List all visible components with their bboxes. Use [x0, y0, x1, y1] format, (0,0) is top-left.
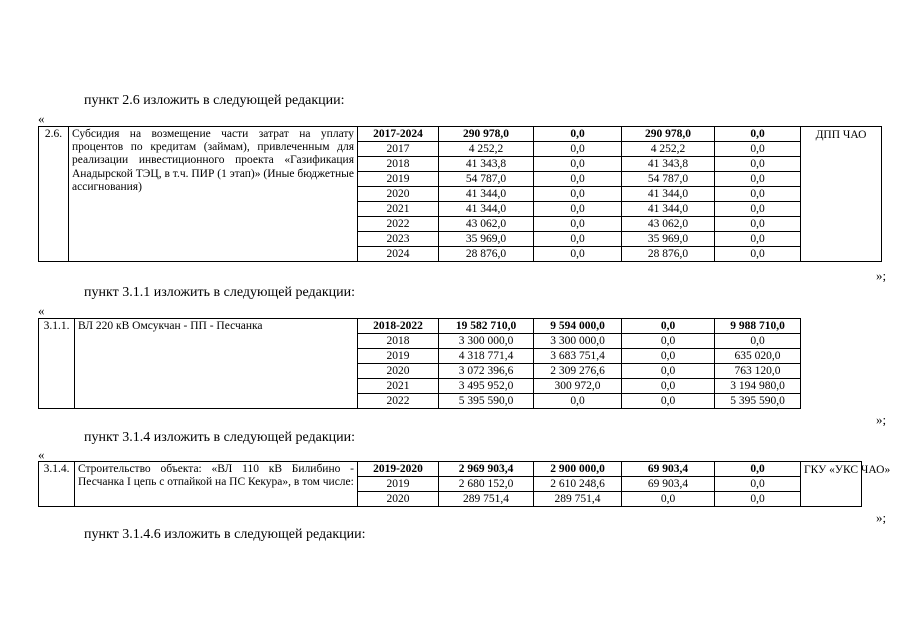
amount-cell: 300 972,0 [534, 379, 622, 394]
period-cell: 2018-2022 [358, 319, 439, 334]
table-row-total [39, 462, 862, 477]
amount-cell: 0,0 [622, 364, 715, 379]
amount-cell: 0,0 [622, 319, 715, 334]
period-cell: 2020 [358, 492, 439, 507]
amount-cell: 3 683 751,4 [534, 349, 622, 364]
amount-cell: 0,0 [622, 334, 715, 349]
amount-cell: 0,0 [715, 142, 801, 157]
amount-cell: 35 969,0 [439, 232, 534, 247]
amount-cell: 0,0 [622, 394, 715, 409]
amount-cell: 2 309 276,6 [534, 364, 622, 379]
amount-cell: 3 072 396,6 [439, 364, 534, 379]
item-number: 3.1.4. [39, 462, 75, 507]
period-cell: 2019 [358, 349, 439, 364]
amount-cell: 0,0 [534, 232, 622, 247]
period-cell: 2018 [358, 334, 439, 349]
period-cell: 2019 [358, 477, 439, 492]
closing-quote: »; [876, 510, 887, 525]
amount-cell: 0,0 [622, 492, 715, 507]
table-item-3-1-1 [38, 318, 801, 409]
item-number: 3.1.1. [39, 319, 75, 409]
item-description: ВЛ 220 кВ Омсукчан - ПП - Песчанка [75, 319, 358, 409]
executor-cell: ГКУ «УКС ЧАО» [801, 462, 862, 507]
amount-cell: 41 343,8 [622, 157, 715, 172]
amount-cell: 289 751,4 [439, 492, 534, 507]
executor-cell: ДПП ЧАО [801, 127, 882, 262]
amount-cell: 69 903,4 [622, 477, 715, 492]
period-cell: 2024 [358, 247, 439, 262]
amount-cell: 635 020,0 [715, 349, 801, 364]
opening-quote: « [38, 111, 45, 126]
opening-quote: « [38, 447, 45, 462]
period-cell: 2017-2024 [358, 127, 439, 142]
item-description: Субсидия на возмещение части затрат на уплату процентов по кредитам (займам), привлеченным для реализации инвестиционного проекта «Газификация Анадырской ТЭЦ, в т.ч. ПИР (1 этап)» (Иные бюджетные ассигнования) [69, 127, 358, 262]
amount-cell: 41 343,8 [439, 157, 534, 172]
instruction-item-2-6: пункт 2.6 изложить в следующей редакции: [84, 93, 345, 108]
amount-cell: 3 495 952,0 [439, 379, 534, 394]
period-cell: 2022 [358, 217, 439, 232]
amount-cell: 2 969 903,4 [439, 462, 534, 477]
amount-cell: 69 903,4 [622, 462, 715, 477]
amount-cell: 41 344,0 [439, 202, 534, 217]
amount-cell: 2 680 152,0 [439, 477, 534, 492]
amount-cell: 9 594 000,0 [534, 319, 622, 334]
amount-cell: 0,0 [534, 187, 622, 202]
amount-cell: 0,0 [715, 477, 801, 492]
period-cell: 2019 [358, 172, 439, 187]
item-number: 2.6. [39, 127, 69, 262]
table-item-3-1-4 [38, 461, 891, 507]
instruction-item-3-1-1: пункт 3.1.1 изложить в следующей редакции: [84, 285, 355, 300]
amount-cell: 289 751,4 [534, 492, 622, 507]
amount-cell: 41 344,0 [622, 187, 715, 202]
amount-cell: 290 978,0 [622, 127, 715, 142]
period-cell: 2021 [358, 202, 439, 217]
amount-cell: 0,0 [715, 492, 801, 507]
amount-cell: 0,0 [534, 157, 622, 172]
amount-cell: 0,0 [534, 172, 622, 187]
amount-cell: 0,0 [534, 202, 622, 217]
amount-cell: 0,0 [715, 187, 801, 202]
opening-quote: « [38, 303, 45, 318]
period-cell: 2020 [358, 187, 439, 202]
amount-cell: 2 900 000,0 [534, 462, 622, 477]
period-cell: 2019-2020 [358, 462, 439, 477]
amount-cell: 28 876,0 [622, 247, 715, 262]
amount-cell: 5 395 590,0 [439, 394, 534, 409]
amount-cell: 0,0 [534, 127, 622, 142]
closing-quote: »; [876, 268, 887, 283]
amount-cell: 3 300 000,0 [439, 334, 534, 349]
amount-cell: 43 062,0 [622, 217, 715, 232]
amount-cell: 54 787,0 [622, 172, 715, 187]
closing-quote: »; [876, 412, 887, 427]
amount-cell: 0,0 [715, 334, 801, 349]
amount-cell: 0,0 [715, 462, 801, 477]
amount-cell: 4 318 771,4 [439, 349, 534, 364]
amount-cell: 0,0 [715, 127, 801, 142]
period-cell: 2021 [358, 379, 439, 394]
amount-cell: 0,0 [715, 172, 801, 187]
amount-cell: 0,0 [622, 349, 715, 364]
amount-cell: 0,0 [534, 142, 622, 157]
amount-cell: 19 582 710,0 [439, 319, 534, 334]
amount-cell: 0,0 [534, 247, 622, 262]
amount-cell: 0,0 [534, 394, 622, 409]
period-cell: 2017 [358, 142, 439, 157]
instruction-item-3-1-4: пункт 3.1.4 изложить в следующей редакции: [84, 430, 355, 445]
amount-cell: 54 787,0 [439, 172, 534, 187]
amount-cell: 0,0 [715, 247, 801, 262]
amount-cell: 43 062,0 [439, 217, 534, 232]
period-cell: 2018 [358, 157, 439, 172]
amount-cell: 0,0 [622, 379, 715, 394]
amount-cell: 4 252,2 [622, 142, 715, 157]
amount-cell: 2 610 248,6 [534, 477, 622, 492]
item-description: Строительство объекта: «ВЛ 110 кВ Билибино - Песчанка I цепь с отпайкой на ПС Кекура», в том числе: [75, 462, 358, 507]
table-row-total [39, 127, 882, 142]
amount-cell: 3 300 000,0 [534, 334, 622, 349]
amount-cell: 0,0 [715, 202, 801, 217]
amount-cell: 3 194 980,0 [715, 379, 801, 394]
amount-cell: 9 988 710,0 [715, 319, 801, 334]
amount-cell: 35 969,0 [622, 232, 715, 247]
amount-cell: 763 120,0 [715, 364, 801, 379]
period-cell: 2020 [358, 364, 439, 379]
table-row-total [39, 319, 801, 334]
period-cell: 2023 [358, 232, 439, 247]
amount-cell: 41 344,0 [622, 202, 715, 217]
table-item-2-6 [38, 126, 882, 262]
amount-cell: 4 252,2 [439, 142, 534, 157]
amount-cell: 290 978,0 [439, 127, 534, 142]
amount-cell: 0,0 [715, 157, 801, 172]
amount-cell: 0,0 [534, 217, 622, 232]
amount-cell: 5 395 590,0 [715, 394, 801, 409]
amount-cell: 28 876,0 [439, 247, 534, 262]
amount-cell: 0,0 [715, 232, 801, 247]
period-cell: 2022 [358, 394, 439, 409]
amount-cell: 0,0 [715, 217, 801, 232]
instruction-item-3-1-4-6: пункт 3.1.4.6 изложить в следующей редакции: [84, 527, 366, 542]
amount-cell: 41 344,0 [439, 187, 534, 202]
